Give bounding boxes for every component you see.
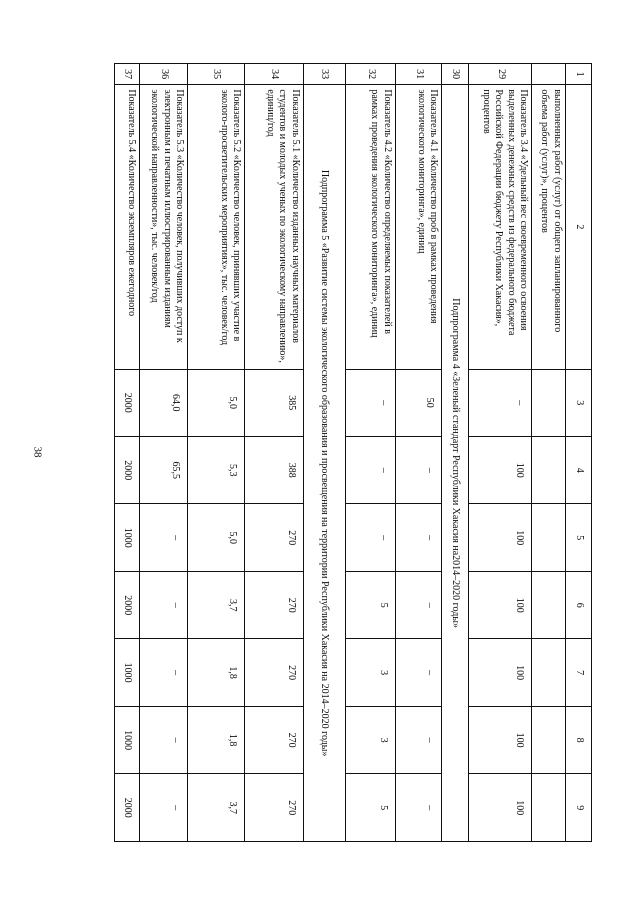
value-cell: 100 bbox=[469, 571, 532, 638]
indicator-label: Показатель 5.3 «Количество человек, получивших доступ к электронным и печатным иллюстрированным изданиям экологической направленности», тыс. человек/год bbox=[140, 85, 188, 369]
header-cell: 7 bbox=[565, 639, 591, 706]
value-cell: 100 bbox=[469, 774, 532, 842]
table-row bbox=[115, 64, 140, 842]
value-cell: – bbox=[395, 436, 441, 503]
value-cell: – bbox=[395, 706, 441, 773]
value-cell: 65,5 bbox=[140, 436, 188, 503]
value-cell: 1,8 bbox=[188, 639, 245, 706]
value-cell: – bbox=[140, 504, 188, 571]
table-row bbox=[469, 64, 532, 842]
row-number: 35 bbox=[188, 64, 245, 85]
value-cell: 270 bbox=[245, 639, 304, 706]
header-cell: 2 bbox=[565, 85, 591, 369]
value-cell: 388 bbox=[245, 436, 304, 503]
header-cell: 1 bbox=[565, 64, 591, 85]
value-cell: 1000 bbox=[115, 706, 140, 773]
header-row bbox=[565, 64, 591, 842]
indicator-label: Показатель 5.4 «Количество экземпляров ежегодного bbox=[115, 85, 140, 369]
value-cell bbox=[532, 504, 566, 571]
table-row bbox=[532, 64, 566, 842]
value-cell: 3 bbox=[345, 639, 395, 706]
value-cell bbox=[532, 369, 566, 436]
header-cell: 6 bbox=[565, 571, 591, 638]
value-cell: – bbox=[395, 639, 441, 706]
value-cell: 5,0 bbox=[188, 504, 245, 571]
value-cell: 270 bbox=[245, 504, 304, 571]
value-cell: 270 bbox=[245, 706, 304, 773]
value-cell: 100 bbox=[469, 436, 532, 503]
value-cell: 5,0 bbox=[188, 369, 245, 436]
value-cell: 270 bbox=[245, 774, 304, 842]
value-cell: – bbox=[140, 706, 188, 773]
table-row bbox=[188, 64, 245, 842]
value-cell bbox=[532, 774, 566, 842]
row-number: 32 bbox=[345, 64, 395, 85]
value-cell bbox=[532, 436, 566, 503]
header-cell: 8 bbox=[565, 706, 591, 773]
value-cell: 50 bbox=[395, 369, 441, 436]
subprogram-row bbox=[442, 64, 469, 842]
indicator-label: Показатель 4.2 «Количество определяемых показателей в рамках проведения экологического мониторинга», единиц bbox=[345, 85, 395, 369]
value-cell: 100 bbox=[469, 504, 532, 571]
indicators-table bbox=[114, 63, 592, 842]
row-number: 29 bbox=[469, 64, 532, 85]
value-cell: – bbox=[345, 504, 395, 571]
value-cell: 2000 bbox=[115, 436, 140, 503]
table-row bbox=[140, 64, 188, 842]
row-number: 36 bbox=[140, 64, 188, 85]
value-cell: 3 bbox=[345, 706, 395, 773]
subprogram-row bbox=[303, 64, 345, 842]
value-cell: 2000 bbox=[115, 571, 140, 638]
value-cell: 5 bbox=[345, 571, 395, 638]
value-cell: 3,7 bbox=[188, 774, 245, 842]
value-cell: 64,0 bbox=[140, 369, 188, 436]
value-cell: – bbox=[345, 436, 395, 503]
header-cell: 5 bbox=[565, 504, 591, 571]
value-cell bbox=[532, 639, 566, 706]
row-number: 37 bbox=[115, 64, 140, 85]
row-number: 31 bbox=[395, 64, 441, 85]
value-cell: 2000 bbox=[115, 774, 140, 842]
table-row bbox=[345, 64, 395, 842]
value-cell: 1000 bbox=[115, 504, 140, 571]
value-cell: 385 bbox=[245, 369, 304, 436]
row-number: 30 bbox=[442, 64, 469, 85]
value-cell: 5,3 bbox=[188, 436, 245, 503]
value-cell bbox=[532, 571, 566, 638]
value-cell: 270 bbox=[245, 571, 304, 638]
value-cell: 1000 bbox=[115, 639, 140, 706]
value-cell: – bbox=[395, 504, 441, 571]
header-cell: 4 bbox=[565, 436, 591, 503]
indicator-label: Показатель 5.1 «Количество изданных научных материалов студентов и молодых ученых по экологическому направлению», единиц/год bbox=[245, 85, 304, 369]
value-cell: 100 bbox=[469, 706, 532, 773]
value-cell: – bbox=[469, 369, 532, 436]
table-row bbox=[245, 64, 304, 842]
table-row bbox=[395, 64, 441, 842]
value-cell: 3,7 bbox=[188, 571, 245, 638]
value-cell: – bbox=[395, 774, 441, 842]
page-number: 38 bbox=[31, 446, 44, 458]
value-cell bbox=[532, 706, 566, 773]
header-cell: 3 bbox=[565, 369, 591, 436]
indicator-label: Показатель 4.1 «Количество проб в рамках проведения экологического мониторинга», единиц bbox=[395, 85, 441, 369]
value-cell: – bbox=[345, 369, 395, 436]
row-number: 34 bbox=[245, 64, 304, 85]
value-cell: – bbox=[140, 639, 188, 706]
rotated-table-container bbox=[114, 63, 592, 842]
subprogram-title: Подпрограмма 4 «Зеленый стандарт Республики Хакасия на2014–2020 годы» bbox=[442, 85, 469, 842]
indicator-label: выполненных работ (услуг) от общего запланированного объема работ (услуг)», процентов bbox=[532, 85, 566, 369]
value-cell: – bbox=[395, 571, 441, 638]
row-number: 33 bbox=[303, 64, 345, 85]
subprogram-title: Подпрограмма 5 «Развитие системы экологического образования и просвещения на территории Республики Хакасия на 2014–2020 годы» bbox=[303, 85, 345, 842]
indicator-label: Показатель 3.4 «Удельный вес своевременного освоения выделенных денежных средств из федерального бюджета Российской Федерации бюджету Республики Хакасия», процентов bbox=[469, 85, 532, 369]
value-cell: – bbox=[140, 774, 188, 842]
row-number bbox=[532, 64, 566, 85]
value-cell: 2000 bbox=[115, 369, 140, 436]
value-cell: 5 bbox=[345, 774, 395, 842]
header-cell: 9 bbox=[565, 774, 591, 842]
value-cell: – bbox=[140, 571, 188, 638]
value-cell: 100 bbox=[469, 639, 532, 706]
value-cell: 1,8 bbox=[188, 706, 245, 773]
indicator-label: Показатель 5.2 «Количество человек, принявших участие в эколого-просветительских мероприятиях», тыс. человек/год bbox=[188, 85, 245, 369]
